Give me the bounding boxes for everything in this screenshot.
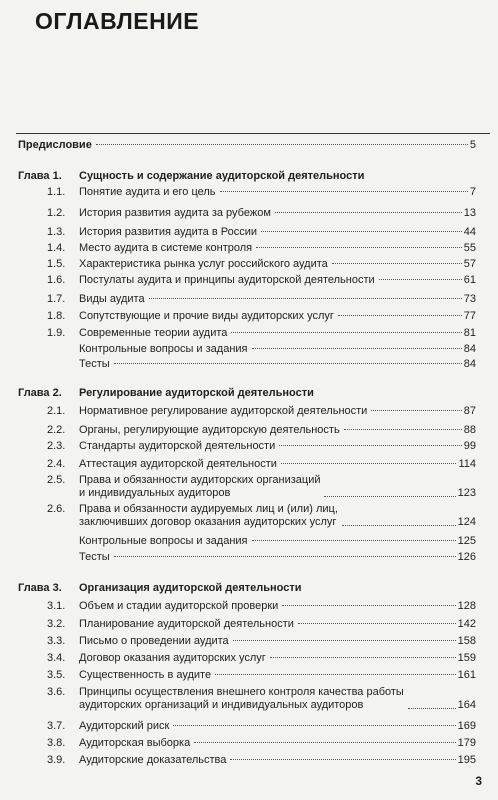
entry-page: 57 [463,258,476,270]
entry-page: 161 [457,669,476,681]
entry-number: 2.5. [47,474,66,486]
entry-text [79,720,476,733]
dot-leader [298,623,456,624]
entry-text [79,226,476,239]
entry-page: 13 [463,207,476,219]
entry-title: Аттестация аудиторской деятельности [79,458,277,470]
entry-title: Виды аудита [79,293,145,305]
entry-title: Объем и стадии аудиторской проверки [79,600,279,612]
entry-page: 159 [457,652,476,664]
entry-text [79,535,476,548]
entry-text [79,405,476,418]
entry-title-line-2: и индивидуальных аудиторов [79,487,231,499]
entry-page: 195 [457,754,476,766]
entry-page: 125 [457,535,476,547]
entry-number: 1.7. [47,293,66,305]
entry-number: 3.2. [47,618,66,630]
entry-page: 84 [463,358,476,370]
chapter-label: Глава 2. [18,387,62,399]
dot-leader [173,725,455,726]
dot-leader [230,759,455,760]
entry-title: Сопутствующие и прочие виды аудиторских услуг [79,310,334,322]
entry-page: 73 [463,293,476,305]
entry-title [79,686,406,712]
entry-text [79,635,476,648]
entry-number: 1.3. [47,226,66,238]
entry-title: Контрольные вопросы и задания [79,343,248,355]
entry-title: Место аудита в системе контроля [79,242,253,254]
entry-title [79,503,340,529]
chapter-title: Организация аудиторской деятельности [79,582,302,594]
entry-title: Стандарты аудиторской деятельности [79,440,276,452]
dot-leader [332,263,462,264]
entry-text [79,274,476,287]
entry-page: 164 [457,699,476,711]
entry-page: 61 [463,274,476,286]
dot-leader [149,298,462,299]
entry-text [79,652,476,665]
entry-page: 99 [463,440,476,452]
dot-leader [282,605,455,606]
entry-page: 81 [463,327,476,339]
entry-number: 3.7. [47,720,66,732]
entry-number: 3.1. [47,600,66,612]
entry-number: 3.3. [47,635,66,647]
dot-leader [96,144,468,145]
entry-title: Органы, регулирующие аудиторскую деятельность [79,424,340,436]
entry-number: 3.4. [47,652,66,664]
entry-title: Договор оказания аудиторских услуг [79,652,266,664]
entry-text [79,737,476,750]
entry-page: 44 [463,226,476,238]
entry-title: Характеристика рынка услуг российского аудита [79,258,328,270]
entry-page: 114 [458,458,476,470]
entry-number: 2.6. [47,503,66,515]
entry-text [79,686,476,712]
dot-leader [371,410,461,411]
entry-page: 88 [463,424,476,436]
entry-number: 1.5. [47,258,66,270]
entry-page: 124 [457,516,476,528]
entry-title: История развития аудита в России [79,226,257,238]
entry-number: 1.9. [47,327,66,339]
entry-page: 123 [457,487,476,499]
entry-text [79,618,476,631]
entry-number: 1.1. [47,186,66,198]
entry-title: Тесты [79,551,110,563]
entry-title-line-2: заключивших договор оказания аудиторских услуг [79,516,337,528]
entry-page: 126 [457,551,476,563]
entry-title-line-1: Права и обязанности аудируемых лиц и (или) лиц, [79,503,338,515]
entry-text [79,258,476,271]
entry-title: Контрольные вопросы и задания [79,535,248,547]
entry-number: 1.8. [47,310,66,322]
entry-title: Существенность в аудите [79,669,212,681]
entry-text [79,503,476,529]
entry-number: 1.2. [47,207,66,219]
dot-leader [215,674,456,675]
entry-text [79,186,476,199]
entry-text [79,424,476,437]
entry-page: 55 [463,242,476,254]
entry-number: 2.1. [47,405,66,417]
entry-title: Аудиторская выборка [79,737,191,749]
chapter-title: Сущность и содержание аудиторской деятельности [79,170,365,182]
dot-leader [252,540,456,541]
entry-text [79,207,476,220]
entry-text [18,139,476,152]
title-rule [16,133,490,134]
entry-title: Предисловие [18,139,92,151]
entry-text [79,551,476,564]
entry-page: 128 [457,600,476,612]
entry-text [79,293,476,306]
dot-leader [270,657,456,658]
entry-page: 87 [463,405,476,417]
entry-title [79,474,322,500]
entry-title: Аудиторские доказательства [79,754,227,766]
entry-text [79,358,476,371]
entry-text [79,343,476,356]
entry-title: Нормативное регулирование аудиторской деятельности [79,405,368,417]
dot-leader [114,363,462,364]
entry-title: Современные теории аудита [79,327,228,339]
entry-number: 2.2. [47,424,66,436]
dot-leader [279,445,462,446]
entry-number: 1.4. [47,242,66,254]
entry-text [79,754,476,767]
dot-leader [256,247,462,248]
entry-text [79,310,476,323]
entry-text [79,600,476,613]
entry-page: 158 [457,635,476,647]
entry-title: Письмо о проведении аудита [79,635,229,647]
dot-leader [114,556,456,557]
dot-leader [220,191,468,192]
dot-leader [231,332,461,333]
entry-number: 3.5. [47,669,66,681]
entry-title: История развития аудита за рубежом [79,207,271,219]
entry-number: 3.9. [47,754,66,766]
dot-leader [379,279,462,280]
entry-number: 2.4. [47,458,66,470]
dot-leader [344,429,462,430]
dot-leader [324,496,455,497]
entry-title: Тесты [79,358,110,370]
entry-page: 142 [457,618,476,630]
entry-title-line-1: Права и обязанности аудиторских организаций [79,474,321,486]
dot-leader [252,348,462,349]
entry-number: 1.6. [47,274,66,286]
entry-title: Аудиторский риск [79,720,170,732]
entry-text [79,458,476,471]
chapter-title: Регулирование аудиторской деятельности [79,387,314,399]
entry-title: Постулаты аудита и принципы аудиторской деятельности [79,274,375,286]
entry-page: 84 [463,343,476,355]
entry-text [79,242,476,255]
entry-page: 77 [463,310,476,322]
entry-number: 3.8. [47,737,66,749]
chapter-label: Глава 3. [18,582,62,594]
entry-title-line-1: Принципы осуществления внешнего контроля качества работы [79,686,404,698]
dot-leader [275,212,462,213]
entry-title-line-2: аудиторских организаций и индивидуальных аудиторов [79,699,364,711]
entry-text [79,474,476,500]
entry-page: 7 [469,186,476,198]
dot-leader [233,640,456,641]
dot-leader [281,463,457,464]
dot-leader [194,742,455,743]
entry-title: Понятие аудита и его цель [79,186,216,198]
chapter-label: Глава 1. [18,170,62,182]
entry-text [79,327,476,340]
dot-leader [338,315,462,316]
entry-page: 179 [457,737,476,749]
page-number: 3 [475,774,482,788]
entry-number: 3.6. [47,686,66,698]
page-title: ОГЛАВЛЕНИЕ [35,8,200,34]
entry-page: 5 [469,139,476,151]
entry-text [79,669,476,682]
dot-leader [342,525,456,526]
dot-leader [408,708,456,709]
entry-text [79,440,476,453]
dot-leader [261,231,462,232]
entry-number: 2.3. [47,440,66,452]
entry-title: Планирование аудиторской деятельности [79,618,294,630]
entry-page: 169 [457,720,476,732]
